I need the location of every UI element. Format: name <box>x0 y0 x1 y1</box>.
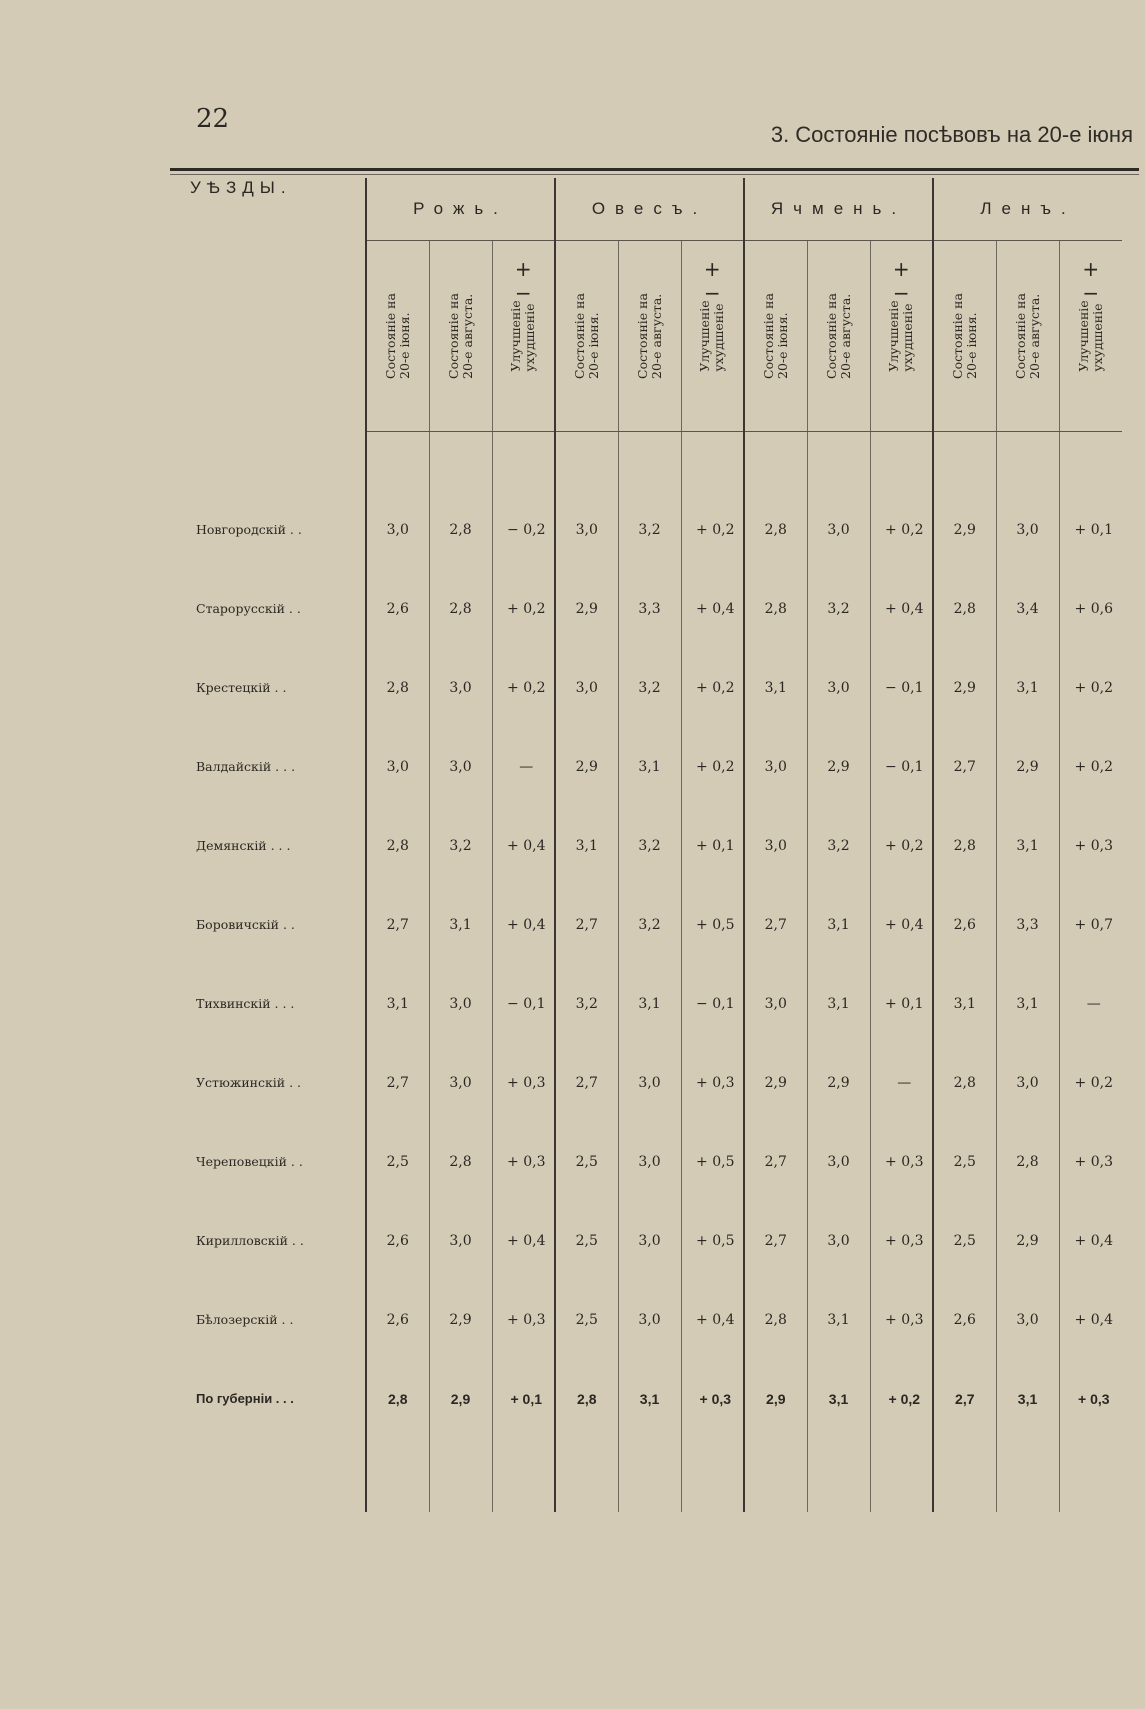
value-change: + 0,3 <box>870 1201 933 1280</box>
district-name: Бѣлозерскій . . <box>190 1280 366 1359</box>
plus-minus-sign: + − <box>1082 257 1100 305</box>
value-june: 2,7 <box>744 1201 807 1280</box>
value-june: 2,7 <box>933 727 996 806</box>
value-august: 3,2 <box>807 569 870 648</box>
value-change: + 0,5 <box>681 885 744 964</box>
table-row <box>190 569 1122 648</box>
header-rule-thin <box>170 174 1139 175</box>
crop-header-flax: Ленъ. <box>933 178 1122 241</box>
district-name: Новгородскій . . <box>190 490 366 569</box>
value-june: 2,6 <box>933 885 996 964</box>
value-change: + 0,3 <box>492 1122 555 1201</box>
subheader-end <box>807 241 870 432</box>
subheader-change <box>492 241 555 432</box>
value-june: 2,9 <box>933 490 996 569</box>
value-june: 3,0 <box>744 806 807 885</box>
crop-header-barley: Ячмень. <box>744 178 933 241</box>
value-june: 2,9 <box>555 569 618 648</box>
value-change: − 0,1 <box>870 648 933 727</box>
value-change: + 0,2 <box>1059 1043 1122 1122</box>
value-august: 3,0 <box>429 1043 492 1122</box>
value-change: + 0,6 <box>1059 569 1122 648</box>
value-june: 2,8 <box>933 569 996 648</box>
subheader-end <box>996 241 1059 432</box>
subheader-label: Состояніе на 20-е августа. <box>634 293 664 379</box>
value-june: 3,0 <box>386 521 409 538</box>
value-june: 2,5 <box>386 1153 409 1170</box>
value-change: + 0,4 <box>492 885 555 964</box>
value-june: 2,5 <box>933 1122 996 1201</box>
table-row <box>190 490 1122 569</box>
value-change: + 0,2 <box>681 648 744 727</box>
value-august: 3,1 <box>807 1359 870 1438</box>
value-august: 3,3 <box>618 569 681 648</box>
value-change: + 0,3 <box>1059 806 1122 885</box>
value-august: 3,0 <box>429 727 492 806</box>
crop-header-row <box>190 178 1122 241</box>
value-change: + 0,2 <box>492 648 555 727</box>
value-august: 3,1 <box>996 964 1059 1043</box>
value-august: 3,0 <box>429 1201 492 1280</box>
value-june: 2,6 <box>386 600 409 617</box>
value-august: 3,1 <box>429 885 492 964</box>
value-august: 3,1 <box>807 1280 870 1359</box>
value-june: 2,6 <box>933 1280 996 1359</box>
value-june: 2,8 <box>386 679 409 696</box>
value-june: 2,7 <box>555 1043 618 1122</box>
district-name: Кирилловскій . . <box>190 1201 366 1280</box>
value-change: + 0,3 <box>1059 1122 1122 1201</box>
value-change: + 0,3 <box>681 1043 744 1122</box>
page-number: 22 <box>196 104 230 134</box>
value-june: 2,5 <box>555 1280 618 1359</box>
value-change: + 0,4 <box>1059 1280 1122 1359</box>
table-row <box>190 1122 1122 1201</box>
subheader-label: Состояніе на 20-е августа. <box>1012 293 1042 379</box>
value-june: 2,8 <box>933 806 996 885</box>
value-august: 3,2 <box>807 806 870 885</box>
value-august: 3,0 <box>996 490 1059 569</box>
value-change: — <box>1059 964 1122 1043</box>
value-august: 3,0 <box>429 648 492 727</box>
value-june: 2,8 <box>555 1359 618 1438</box>
value-june: 2,9 <box>933 648 996 727</box>
value-june: 3,1 <box>744 648 807 727</box>
value-change: + 0,4 <box>492 806 555 885</box>
value-august: 3,0 <box>807 1201 870 1280</box>
table-row <box>190 727 1122 806</box>
value-change: + 0,2 <box>870 806 933 885</box>
value-august: 2,8 <box>429 569 492 648</box>
subheader-label: Улучшеніе ухудшеніе <box>1075 300 1105 372</box>
value-change: + 0,2 <box>1059 648 1122 727</box>
value-change: + 0,1 <box>492 1359 555 1438</box>
value-august: 3,2 <box>618 885 681 964</box>
district-name: Демянскій . . . <box>190 806 366 885</box>
table-row <box>190 1280 1122 1359</box>
value-change: + 0,1 <box>870 964 933 1043</box>
table-row <box>190 1043 1122 1122</box>
value-august: 3,4 <box>996 569 1059 648</box>
value-june: 2,7 <box>744 885 807 964</box>
district-name: Валдайскій . . . <box>190 727 366 806</box>
value-change: + 0,2 <box>1059 727 1122 806</box>
value-change: + 0,5 <box>681 1122 744 1201</box>
value-august: 3,0 <box>618 1280 681 1359</box>
value-change: + 0,3 <box>681 1359 744 1438</box>
district-name: Устюжинскій . . <box>190 1043 366 1122</box>
value-change: + 0,3 <box>870 1280 933 1359</box>
district-name: Старорусскій . . <box>190 569 366 648</box>
subheader-label: Состояніе на 20-е іюня. <box>382 293 412 379</box>
table-row <box>190 1201 1122 1280</box>
value-june: 2,6 <box>386 1311 409 1328</box>
value-june: 3,1 <box>386 995 409 1012</box>
subheader-end <box>618 241 681 432</box>
table-row <box>190 806 1122 885</box>
value-august: 3,2 <box>618 648 681 727</box>
value-change: — <box>870 1043 933 1122</box>
value-change: + 0,3 <box>492 1043 555 1122</box>
value-june: 2,8 <box>744 569 807 648</box>
subheader-label: Состояніе на 20-е іюня. <box>571 293 601 379</box>
value-change: + 0,3 <box>870 1122 933 1201</box>
value-june: 3,1 <box>555 806 618 885</box>
value-august: 2,8 <box>996 1122 1059 1201</box>
value-august: 2,8 <box>429 1122 492 1201</box>
value-june: 2,9 <box>555 727 618 806</box>
table-row <box>190 648 1122 727</box>
table-row <box>190 885 1122 964</box>
table-row <box>190 964 1122 1043</box>
value-june: 2,7 <box>744 1122 807 1201</box>
value-august: 3,1 <box>996 648 1059 727</box>
value-august: 3,2 <box>618 806 681 885</box>
subheader-label: Состояніе на 20-е августа. <box>445 293 475 379</box>
value-august: 3,0 <box>618 1043 681 1122</box>
value-june: 3,0 <box>555 648 618 727</box>
value-june: 2,6 <box>386 1232 409 1249</box>
value-change: + 0,4 <box>681 1280 744 1359</box>
value-june: 2,8 <box>744 1280 807 1359</box>
value-august: 3,1 <box>618 1359 681 1438</box>
value-june: 2,8 <box>933 1043 996 1122</box>
crop-header-rye: Рожь. <box>366 178 555 241</box>
value-change: + 0,2 <box>492 569 555 648</box>
value-august: 2,8 <box>429 490 492 569</box>
value-june: 2,8 <box>744 490 807 569</box>
value-august: 2,9 <box>807 1043 870 1122</box>
page-title: 3. Состояніе посѣвовъ на 20-е іюня <box>770 122 1133 147</box>
value-change: − 0,2 <box>492 490 555 569</box>
value-change: + 0,4 <box>681 569 744 648</box>
value-august: 3,2 <box>429 806 492 885</box>
value-change: + 0,7 <box>1059 885 1122 964</box>
value-august: 3,1 <box>807 885 870 964</box>
subheader-start <box>744 241 807 432</box>
value-august: 3,0 <box>618 1122 681 1201</box>
value-june: 2,8 <box>388 1390 408 1407</box>
value-august: 3,0 <box>807 1122 870 1201</box>
value-august: 3,1 <box>618 727 681 806</box>
value-august: 3,0 <box>996 1043 1059 1122</box>
value-june: 3,2 <box>555 964 618 1043</box>
value-june: 2,9 <box>744 1359 807 1438</box>
subheader-change <box>681 241 744 432</box>
value-change: − 0,1 <box>870 727 933 806</box>
plus-minus-sign: + − <box>514 257 532 305</box>
spacer-row <box>190 432 1122 491</box>
subheader-label: Улучшеніе ухудшеніе <box>508 300 538 372</box>
subheader-start <box>933 241 996 432</box>
value-change: + 0,5 <box>681 1201 744 1280</box>
subheader-label: Улучшеніе ухудшеніе <box>886 300 916 372</box>
value-august: 2,9 <box>807 727 870 806</box>
district-name: Крестецкій . . <box>190 648 366 727</box>
value-august: 3,0 <box>618 1201 681 1280</box>
value-change: + 0,1 <box>1059 490 1122 569</box>
district-name: Тихвинскій . . . <box>190 964 366 1043</box>
value-change: + 0,3 <box>1059 1359 1122 1438</box>
value-august: 3,2 <box>618 490 681 569</box>
value-august: 3,1 <box>996 1359 1059 1438</box>
value-change: − 0,1 <box>492 964 555 1043</box>
value-change: + 0,4 <box>870 569 933 648</box>
tail-spacer-row <box>190 1438 1122 1512</box>
value-june: 2,5 <box>933 1201 996 1280</box>
value-august: 2,9 <box>996 1201 1059 1280</box>
subheader-label: Состояніе на 20-е іюня. <box>760 293 790 379</box>
value-june: 2,9 <box>744 1043 807 1122</box>
value-change: + 0,1 <box>681 806 744 885</box>
value-change: + 0,2 <box>681 490 744 569</box>
subheader-change <box>870 241 933 432</box>
subheader-start <box>555 241 618 432</box>
crop-header-oats: Овесъ. <box>555 178 744 241</box>
value-june: 2,7 <box>386 1074 409 1091</box>
district-name: Боровичскій . . <box>190 885 366 964</box>
value-august: 3,3 <box>996 885 1059 964</box>
value-august: 3,1 <box>618 964 681 1043</box>
value-june: 2,8 <box>386 837 409 854</box>
value-change: + 0,4 <box>492 1201 555 1280</box>
crop-condition-table <box>190 178 1122 1512</box>
value-change: + 0,2 <box>870 1359 933 1438</box>
value-august: 3,1 <box>996 806 1059 885</box>
value-change: + 0,4 <box>870 885 933 964</box>
value-june: 3,1 <box>933 964 996 1043</box>
value-august: 3,0 <box>429 964 492 1043</box>
value-change: + 0,2 <box>681 727 744 806</box>
plus-minus-sign: + − <box>892 257 910 305</box>
value-august: 3,0 <box>807 648 870 727</box>
value-august: 3,0 <box>807 490 870 569</box>
subheader-start <box>366 241 429 432</box>
value-june: 2,7 <box>933 1359 996 1438</box>
subheader-label: Улучшеніе ухудшеніе <box>697 300 727 372</box>
value-june: 2,5 <box>555 1122 618 1201</box>
value-august: 2,9 <box>429 1359 492 1438</box>
value-june: 2,7 <box>386 916 409 933</box>
districts-header: УѢЗДЫ. <box>190 178 366 432</box>
district-name: Череповецкій . . <box>190 1122 366 1201</box>
value-august: 3,0 <box>996 1280 1059 1359</box>
plus-minus-sign: + − <box>703 257 721 305</box>
subheader-end <box>429 241 492 432</box>
total-row <box>190 1359 1122 1438</box>
value-june: 3,0 <box>386 758 409 775</box>
value-change: + 0,2 <box>870 490 933 569</box>
header-rule <box>170 168 1139 171</box>
value-june: 2,7 <box>555 885 618 964</box>
value-june: 3,0 <box>744 964 807 1043</box>
value-august: 3,1 <box>807 964 870 1043</box>
district-name: По губерніи . . . <box>190 1359 366 1438</box>
subheader-label: Состояніе на 20-е іюня. <box>949 293 979 379</box>
value-august: 2,9 <box>429 1280 492 1359</box>
value-august: 2,9 <box>996 727 1059 806</box>
value-june: 3,0 <box>555 490 618 569</box>
value-change: + 0,3 <box>492 1280 555 1359</box>
value-change: + 0,4 <box>1059 1201 1122 1280</box>
subheader-change <box>1059 241 1122 432</box>
value-june: 2,5 <box>555 1201 618 1280</box>
value-change: − 0,1 <box>681 964 744 1043</box>
value-june: 3,0 <box>744 727 807 806</box>
value-change: — <box>492 727 555 806</box>
subheader-label: Состояніе на 20-е августа. <box>823 293 853 379</box>
